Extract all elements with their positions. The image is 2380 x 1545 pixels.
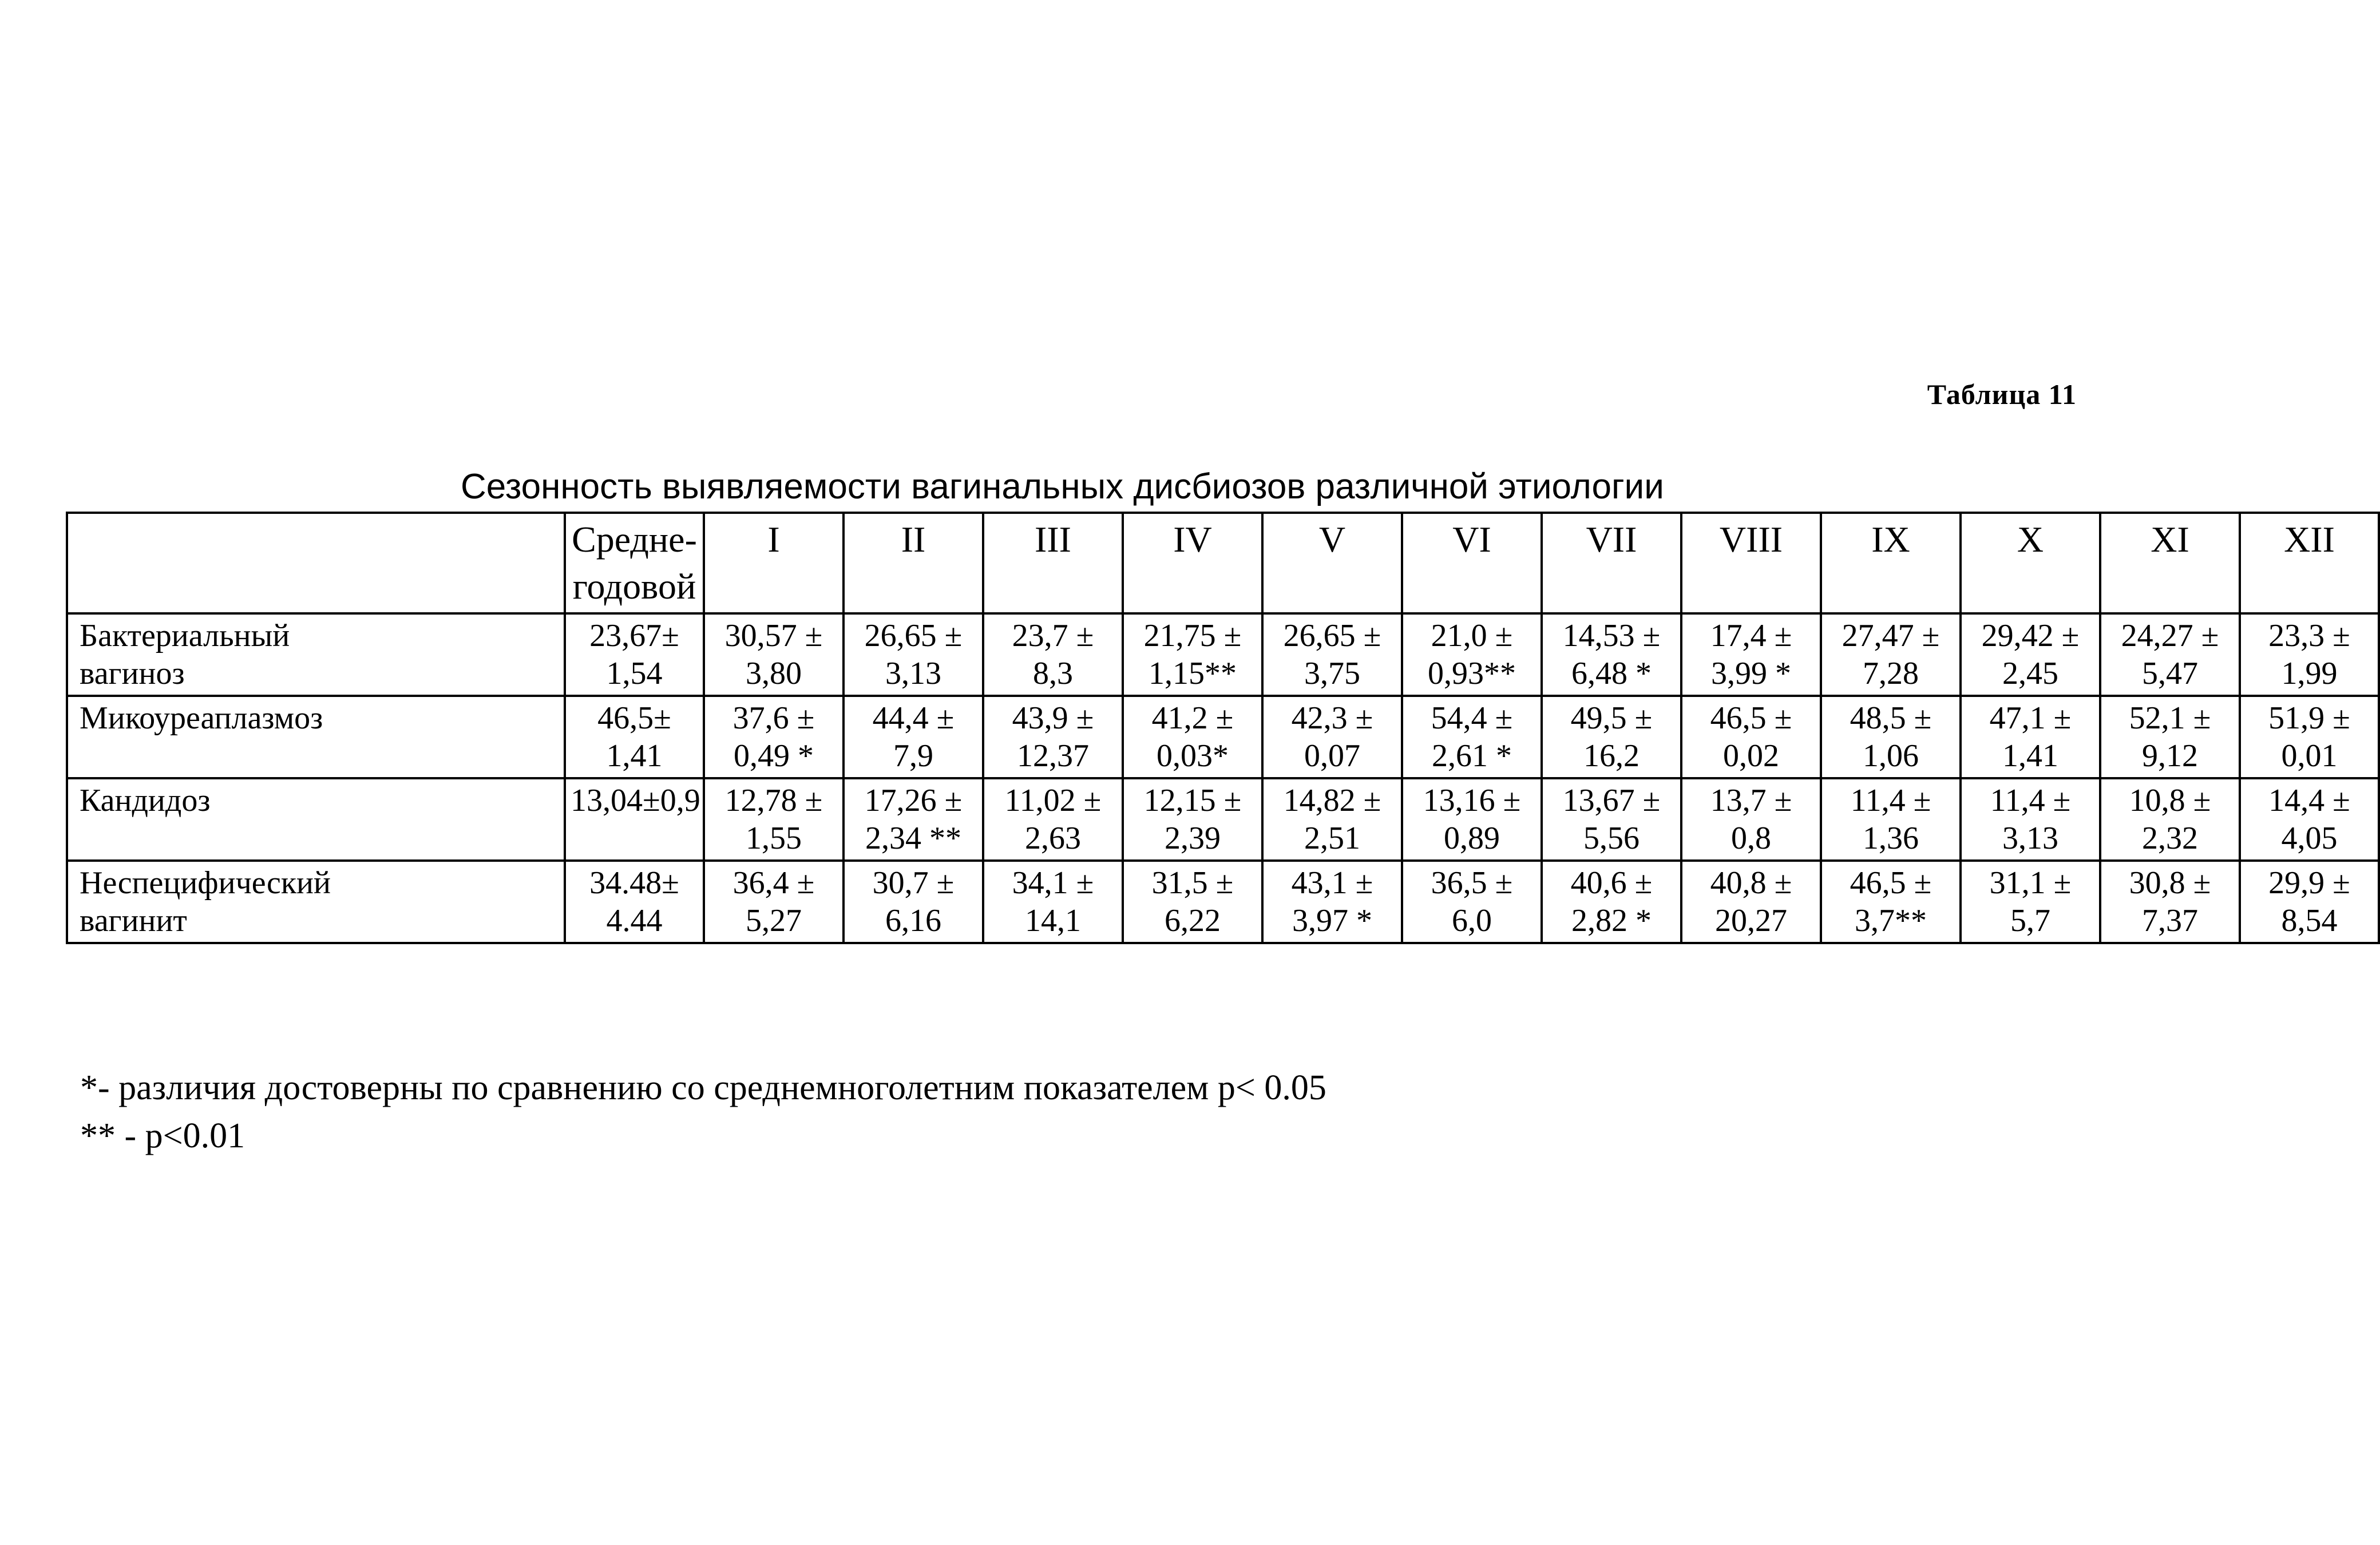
month-value-cell xyxy=(1821,778,1961,861)
error-value: 5,7 xyxy=(2010,903,2050,938)
month-value-cell xyxy=(1542,778,1681,861)
mean-value: 12,78 ± xyxy=(724,783,823,818)
average-value-cell xyxy=(565,778,704,861)
month-value-cell xyxy=(1821,861,1961,943)
error-value: 12,37 xyxy=(1017,738,1089,774)
mean-value: 46,5± xyxy=(597,700,671,736)
mean-value: 31,5 ± xyxy=(1151,865,1234,901)
mean-value: 14,82 ± xyxy=(1283,783,1381,818)
month-value-cell xyxy=(1821,613,1961,696)
error-value: 1,15** xyxy=(1149,656,1237,691)
table-number: Таблица 11 xyxy=(1927,378,2077,410)
error-value: 2,63 xyxy=(1025,821,1081,856)
error-value: 3,7** xyxy=(1855,903,1927,938)
error-value: 0,49 * xyxy=(734,738,814,774)
row-label-line-1: Микоуреаплазмоз xyxy=(80,700,323,736)
month-value-cell xyxy=(1542,696,1681,778)
month-value-cell xyxy=(983,613,1123,696)
error-value: 6,0 xyxy=(1452,903,1492,938)
month-value-cell xyxy=(1681,778,1821,861)
month-value-cell xyxy=(704,613,844,696)
error-value: 7,37 xyxy=(2142,903,2198,938)
mean-value: 23,3 ± xyxy=(2268,618,2350,653)
error-value: 0,01 xyxy=(2281,738,2338,774)
mean-value: 54,4 ± xyxy=(1431,700,1513,736)
error-value: 2,82 * xyxy=(1571,903,1652,938)
month-value-cell xyxy=(1262,778,1402,861)
month-value-cell xyxy=(1402,696,1542,778)
month-value-cell xyxy=(1681,696,1821,778)
mean-value: 17,4 ± xyxy=(1710,618,1792,653)
month-value-cell xyxy=(1961,778,2100,861)
row-label-cell xyxy=(67,696,565,778)
month-value-cell xyxy=(2240,696,2379,778)
error-value: 2,61 * xyxy=(1432,738,1512,774)
month-value-cell xyxy=(983,778,1123,861)
mean-value: 41,2 ± xyxy=(1151,700,1234,736)
header-average-line1: Средне- xyxy=(572,519,697,560)
error-value: 1,99 xyxy=(2281,656,2338,691)
error-value: 0,89 xyxy=(1444,821,1500,856)
header-month-2: II xyxy=(844,513,983,613)
mean-value: 21,75 ± xyxy=(1143,618,1242,653)
footnote-significance-005: *- различия достоверны по сравнению со среднемноголетним показателем p< 0.05 xyxy=(80,1068,1326,1107)
mean-value: 11,4 ± xyxy=(1990,783,2071,818)
month-value-cell xyxy=(2240,613,2379,696)
row-label-cell xyxy=(67,778,565,861)
error-value: 6,48 * xyxy=(1571,656,1652,691)
mean-value: 29,42 ± xyxy=(1981,618,2080,653)
month-value-cell xyxy=(2100,613,2240,696)
error-value: 3,75 xyxy=(1304,656,1360,691)
month-value-cell xyxy=(1123,696,1262,778)
row-label-line-2: вагиноз xyxy=(80,656,185,691)
header-average-cell xyxy=(565,513,704,613)
month-value-cell xyxy=(1961,696,2100,778)
header-month-10: X xyxy=(1961,513,2100,613)
error-value: 0,02 xyxy=(1723,738,1779,774)
month-value-cell xyxy=(2100,778,2240,861)
error-value: 6,16 xyxy=(885,903,941,938)
error-value: 20,27 xyxy=(1715,903,1787,938)
error-value: 2,32 xyxy=(2142,821,2198,856)
mean-value: 43,1 ± xyxy=(1291,865,1373,901)
mean-value: 37,6 ± xyxy=(732,700,815,736)
month-value-cell xyxy=(1123,613,1262,696)
mean-value: 42,3 ± xyxy=(1291,700,1373,736)
error-value: 0,93** xyxy=(1428,656,1516,691)
month-value-cell xyxy=(1681,613,1821,696)
month-value-cell xyxy=(1123,778,1262,861)
table-row xyxy=(67,861,2379,943)
mean-value: 23,7 ± xyxy=(1012,618,1094,653)
row-label-line-1: Неспецифический xyxy=(80,865,331,901)
mean-value: 47,1 ± xyxy=(1989,700,2072,736)
month-value-cell xyxy=(2100,696,2240,778)
mean-value: 13,04±0,9 xyxy=(571,783,700,818)
mean-value: 30,7 ± xyxy=(872,865,955,901)
header-month-4: IV xyxy=(1123,513,1262,613)
error-value: 2,39 xyxy=(1165,821,1221,856)
error-value: 2,45 xyxy=(2002,656,2058,691)
error-value: 2,51 xyxy=(1304,821,1360,856)
month-value-cell xyxy=(1542,613,1681,696)
header-month-7: VII xyxy=(1542,513,1681,613)
error-value: 14,1 xyxy=(1025,903,1081,938)
mean-value: 11,4 ± xyxy=(1850,783,1931,818)
error-value: 5,47 xyxy=(2142,656,2198,691)
error-value: 7,9 xyxy=(893,738,933,774)
mean-value: 29,9 ± xyxy=(2268,865,2350,901)
table-caption: Сезонность выявляемости вагинальных дисбиозов различной этиологии xyxy=(461,467,1664,506)
month-value-cell xyxy=(844,696,983,778)
row-label-line-1: Кандидоз xyxy=(80,783,211,818)
header-month-12: XII xyxy=(2240,513,2379,613)
month-value-cell xyxy=(1262,696,1402,778)
header-blank-cell xyxy=(67,513,565,613)
average-value-cell xyxy=(565,696,704,778)
error-value: 0,03* xyxy=(1157,738,1229,774)
mean-value: 43,9 ± xyxy=(1012,700,1094,736)
month-value-cell xyxy=(1262,861,1402,943)
mean-value: 26,65 ± xyxy=(864,618,963,653)
header-month-6: VI xyxy=(1402,513,1542,613)
month-value-cell xyxy=(1961,861,2100,943)
mean-value: 40,6 ± xyxy=(1570,865,1653,901)
error-value: 5,27 xyxy=(746,903,802,938)
average-value-cell xyxy=(565,861,704,943)
error-value: 1,55 xyxy=(746,821,802,856)
month-value-cell xyxy=(2100,861,2240,943)
month-value-cell xyxy=(983,861,1123,943)
month-value-cell xyxy=(1402,613,1542,696)
error-value: 16,2 xyxy=(1583,738,1640,774)
mean-value: 13,16 ± xyxy=(1423,783,1521,818)
mean-value: 23,67± xyxy=(589,618,679,653)
month-value-cell xyxy=(2240,861,2379,943)
mean-value: 26,65 ± xyxy=(1283,618,1381,653)
error-value: 4.44 xyxy=(606,903,663,938)
mean-value: 34,1 ± xyxy=(1012,865,1094,901)
header-average-line2: годовой xyxy=(572,566,696,607)
error-value: 1,06 xyxy=(1863,738,1919,774)
mean-value: 34.48± xyxy=(589,865,679,901)
error-value: 2,34 ** xyxy=(865,821,961,856)
table-row xyxy=(67,696,2379,778)
error-value: 6,22 xyxy=(1165,903,1221,938)
month-value-cell xyxy=(844,613,983,696)
error-value: 3,13 xyxy=(2002,821,2058,856)
mean-value: 12,15 ± xyxy=(1143,783,1242,818)
mean-value: 10,8 ± xyxy=(2129,783,2211,818)
month-value-cell xyxy=(1542,861,1681,943)
month-value-cell xyxy=(704,861,844,943)
error-value: 1,54 xyxy=(606,656,663,691)
month-value-cell xyxy=(1681,861,1821,943)
month-value-cell xyxy=(844,861,983,943)
error-value: 1,41 xyxy=(606,738,663,774)
month-value-cell xyxy=(1402,861,1542,943)
mean-value: 44,4 ± xyxy=(872,700,955,736)
mean-value: 52,1 ± xyxy=(2129,700,2211,736)
error-value: 0,07 xyxy=(1304,738,1360,774)
month-value-cell xyxy=(1402,778,1542,861)
error-value: 9,12 xyxy=(2142,738,2198,774)
mean-value: 51,9 ± xyxy=(2268,700,2350,736)
mean-value: 30,57 ± xyxy=(724,618,823,653)
mean-value: 40,8 ± xyxy=(1710,865,1792,901)
month-value-cell xyxy=(844,778,983,861)
header-month-9: IX xyxy=(1821,513,1961,613)
row-label-line-2: вагинит xyxy=(80,903,187,938)
error-value: 3,80 xyxy=(746,656,802,691)
mean-value: 14,4 ± xyxy=(2268,783,2350,818)
error-value: 0,8 xyxy=(1731,821,1771,856)
table-row xyxy=(67,613,2379,696)
seasonality-table xyxy=(66,512,2380,944)
mean-value: 13,7 ± xyxy=(1710,783,1792,818)
month-value-cell xyxy=(1961,613,2100,696)
row-label-cell xyxy=(67,613,565,696)
mean-value: 27,47 ± xyxy=(1842,618,1940,653)
header-month-3: III xyxy=(983,513,1123,613)
mean-value: 49,5 ± xyxy=(1570,700,1653,736)
month-value-cell xyxy=(704,696,844,778)
error-value: 4,05 xyxy=(2281,821,2338,856)
error-value: 3,99 * xyxy=(1711,656,1791,691)
error-value: 1,36 xyxy=(1863,821,1919,856)
mean-value: 46,5 ± xyxy=(1850,865,1932,901)
month-value-cell xyxy=(704,778,844,861)
footnote-significance-001: ** - p<0.01 xyxy=(80,1116,245,1155)
row-label-line-1: Бактериальный xyxy=(80,618,290,653)
mean-value: 13,67 ± xyxy=(1562,783,1661,818)
header-month-1: I xyxy=(704,513,844,613)
mean-value: 21,0 ± xyxy=(1431,618,1513,653)
error-value: 5,56 xyxy=(1583,821,1640,856)
error-value: 3,13 xyxy=(885,656,941,691)
table-row xyxy=(67,778,2379,861)
month-value-cell xyxy=(1821,696,1961,778)
error-value: 3,97 * xyxy=(1292,903,1372,938)
month-value-cell xyxy=(1262,613,1402,696)
header-month-11: XI xyxy=(2100,513,2240,613)
month-value-cell xyxy=(1123,861,1262,943)
mean-value: 24,27 ± xyxy=(2121,618,2219,653)
error-value: 8,54 xyxy=(2281,903,2338,938)
average-value-cell xyxy=(565,613,704,696)
error-value: 8,3 xyxy=(1033,656,1073,691)
error-value: 1,41 xyxy=(2002,738,2058,774)
header-month-5: V xyxy=(1262,513,1402,613)
month-value-cell xyxy=(2240,778,2379,861)
mean-value: 17,26 ± xyxy=(864,783,963,818)
mean-value: 36,5 ± xyxy=(1431,865,1513,901)
error-value: 7,28 xyxy=(1863,656,1919,691)
mean-value: 36,4 ± xyxy=(732,865,815,901)
mean-value: 48,5 ± xyxy=(1850,700,1932,736)
mean-value: 11,02 ± xyxy=(1004,783,1102,818)
mean-value: 31,1 ± xyxy=(1989,865,2072,901)
row-label-cell xyxy=(67,861,565,943)
mean-value: 14,53 ± xyxy=(1562,618,1661,653)
mean-value: 30,8 ± xyxy=(2129,865,2211,901)
month-value-cell xyxy=(983,696,1123,778)
header-row xyxy=(67,513,2379,613)
header-month-8: VIII xyxy=(1681,513,1821,613)
mean-value: 46,5 ± xyxy=(1710,700,1792,736)
